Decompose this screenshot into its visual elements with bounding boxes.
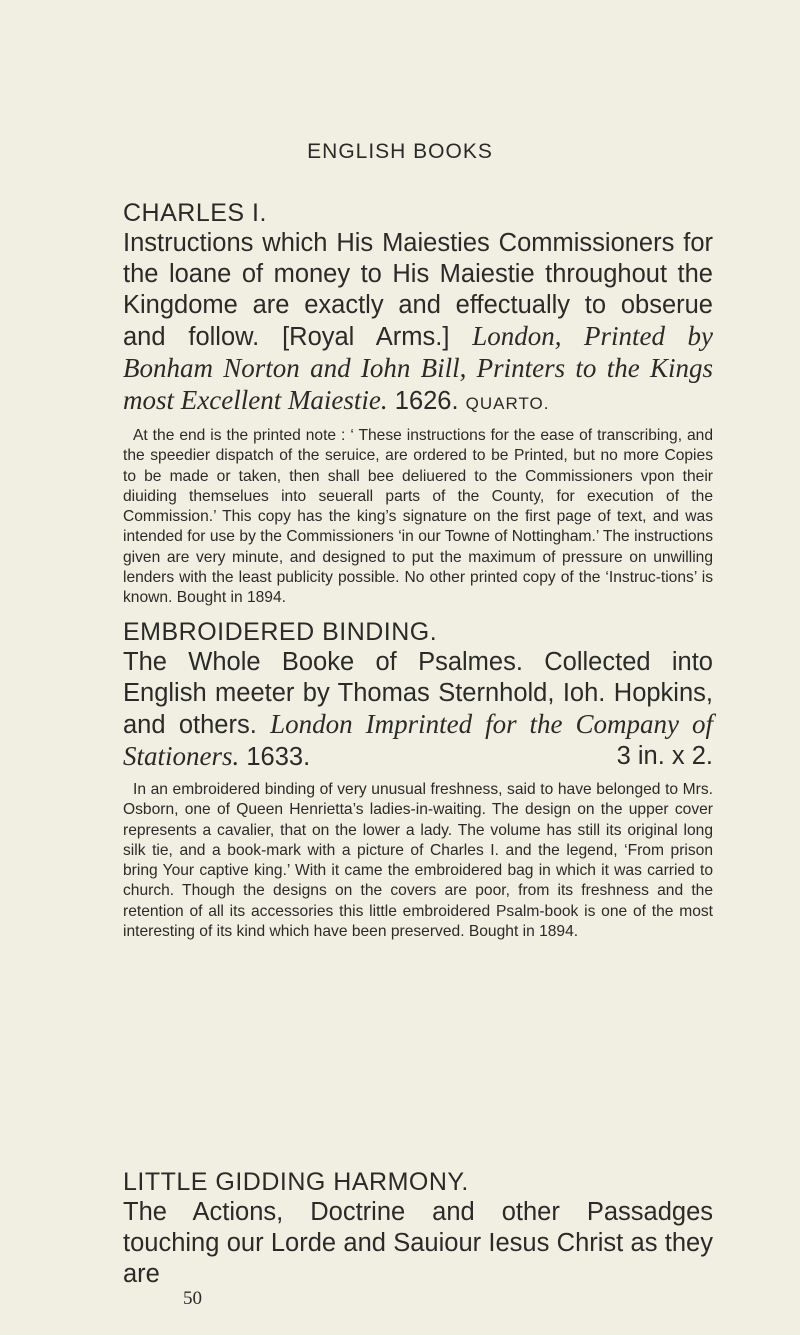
entry-heading: LITTLE GIDDING HARMONY. bbox=[123, 1168, 469, 1196]
page-number: 50 bbox=[183, 1288, 202, 1309]
entry-note: In an embroidered binding of very unusual freshness, said to have belonged to Mrs. Osborn, one of Queen Henrietta’s ladies-in-waiting. The design on the upper cover represents a cavalier, that on the lower a lady. The volume has still its original long silk tie, and a book-mark with a picture of Charles I. and the legend, ‘From prison bring Your captive king.’ With it came the embroidered bag in which it was carried to church. Though the designs on the covers are poor, from its freshness and the retention of all its accessories this little embroidered Psalm-book is one of the most interesting of its kind which have been preserved. Bought in 1894. bbox=[123, 781, 713, 941]
book-format: QUARTO. bbox=[465, 394, 550, 413]
entry-embroidered-binding bbox=[123, 617, 713, 942]
entry-title bbox=[123, 647, 713, 773]
entry-little-gidding bbox=[123, 1167, 713, 1290]
imprint: London Imprinted for the Company of Stationers. bbox=[123, 709, 713, 771]
entry-note: At the end is the printed note : ‘ These instructions for the ease of transcribing, and the speedier dispatch of the seruice, are ordered to be Printed, but no more Copies to be made or taken, then shall bee deliuered to the Commissioners vpon their diuiding themselues into seuerall parts of the County, for execution of the Commission.’ This copy has the king’s signature on the first page of text, and was intended for use by the Commissioners ‘in our Towne of Nottingham.’ The instructions given are very minute, and designed to put the maximum of pressure on unwilling lenders with the least publicity possible. No other printed copy of the ‘Instruc-tions’ is known. Bought in 1894. bbox=[123, 427, 713, 607]
title-text: The Whole Booke of Psalmes. Collected into English meeter by Thomas Sternhold, Ioh. Hopkins, and others. bbox=[123, 648, 713, 739]
imprint-date: 1633. bbox=[246, 743, 311, 771]
book-size: 3 in. x 2. bbox=[616, 742, 713, 770]
entry-charles-i bbox=[123, 198, 713, 609]
entry-title bbox=[123, 228, 713, 419]
entry-heading: EMBROIDERED BINDING. bbox=[123, 618, 438, 646]
running-head: ENGLISH BOOKS bbox=[307, 140, 493, 163]
entry-heading: CHARLES I. bbox=[123, 199, 267, 227]
title-text: Instructions which His Maiesties Commissioners for the loane of money to His Maiestie throughout the Kingdome are exactly and effectually to obserue and follow. [Royal Arms.] bbox=[123, 229, 713, 351]
entry-title: The Actions, Doctrine and other Passadges touching our Lorde and Sauiour Iesus Christ as they are bbox=[123, 1198, 713, 1288]
imprint: London, Printed by Bonham Norton and Iohn Bill, Printers to the Kings most Excellent Maiestie. bbox=[123, 321, 713, 415]
imprint-date: 1626. bbox=[394, 387, 459, 415]
